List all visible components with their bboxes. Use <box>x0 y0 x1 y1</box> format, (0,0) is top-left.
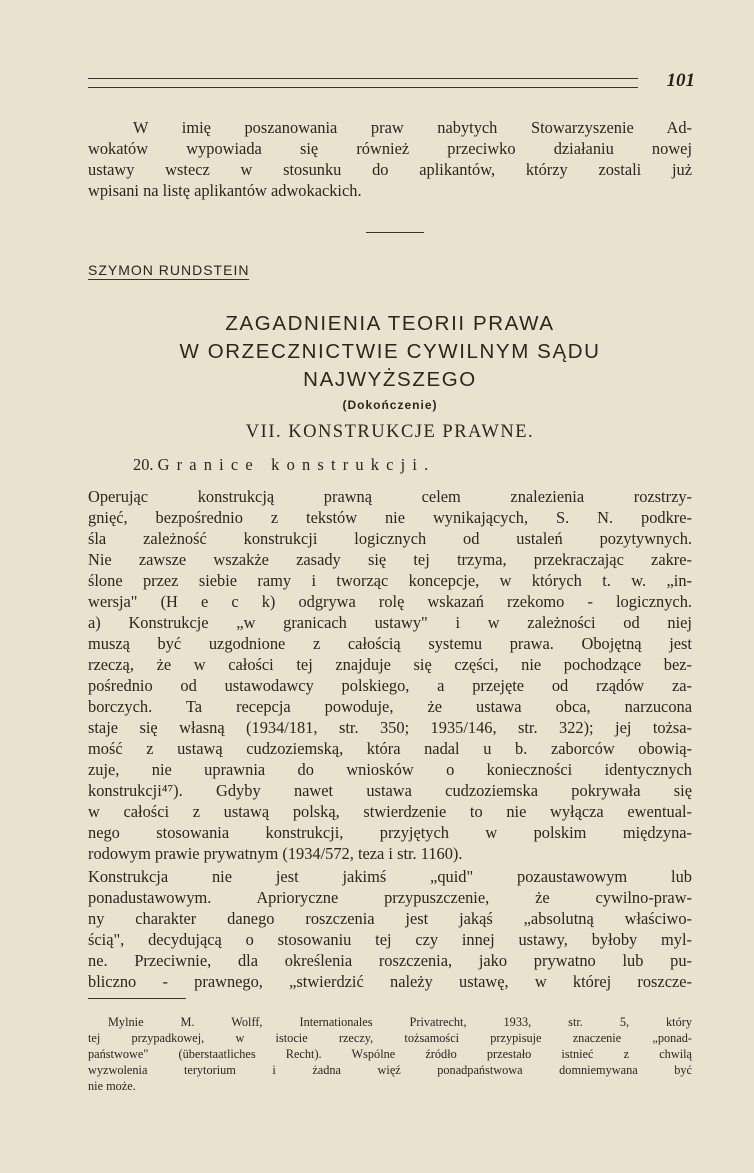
body-line: a) Konstrukcje „w granicach ustawy" i w zależności od niej <box>88 613 692 632</box>
body-line: staje się własną (1934/181, str. 350; 1935/146, str. 322); jej tożsa- <box>88 718 692 737</box>
article-title-line-2: W ORZECZNICTWIE CYWILNYM SĄDU <box>179 340 601 363</box>
section-number: 20. <box>133 455 154 474</box>
article-title-line-1: ZAGADNIENIA TEORII PRAWA <box>225 312 555 335</box>
body-line: ne. Przeciwnie, dla określenia roszczenia, jako prywatno lub pu- <box>88 951 692 970</box>
body-line: Operując konstrukcją prawną celem znalezienia rozstrzy- <box>88 487 692 506</box>
body-line: ścią", decydującą o stosowaniu tej czy innej ustawy, byłoby myl- <box>88 930 692 949</box>
body-line: pośrednio od ustawodawcy polskiego, a przejęte od rządów za- <box>88 676 692 695</box>
body-line: rodowym prawie prywatnym (1934/572, teza i str. 1160). <box>88 844 463 863</box>
body-line: rzeczą, że w całości tej znajduje się części, nie pochodzące bez- <box>88 655 692 674</box>
body-line: śla zależność konstrukcji logicznych od ustaleń pozytywnych. <box>88 529 692 548</box>
body-paragraph-1 <box>88 486 692 864</box>
article-title-line-3: NAJWYŻSZEGO <box>303 368 477 391</box>
intro-line: wokatów wypowiada się również przeciwko działaniu nowej <box>88 139 692 158</box>
body-line: wersja" (H e c k) odgrywa rolę wskazań rzekomo - logicznych. <box>88 592 692 611</box>
body-paragraph-2 <box>88 866 692 992</box>
section-title: Granice konstrukcji. <box>157 455 436 474</box>
body-line: w całości z ustawą polską, stwierdzenie to nie wyłącza ewentual- <box>88 802 692 821</box>
section-heading <box>133 455 435 475</box>
body-line: bliczno - prawnego, „stwierdzić należy ustawę, w której roszcze- <box>88 972 692 991</box>
footnote-rule <box>88 998 186 999</box>
chapter-heading: VII. KONSTRUKCJE PRAWNE. <box>245 422 535 442</box>
body-line: konstrukcji⁴⁷). Gdyby nawet ustawa cudzoziemska pokrywała się <box>88 781 692 800</box>
intro-paragraph <box>88 117 692 201</box>
page-number: 101 <box>666 70 695 91</box>
body-line: ślone przez siebie ramy i tworząc koncepcje, w których t. w. „in- <box>88 571 692 590</box>
footnote-line: tej przypadkowej, w istocie rzeczy, tożsamości przypisuje znaczenie „ponad- <box>88 1031 692 1045</box>
intro-line: W imię poszanowania praw nabytych Stowarzyszenie Ad- <box>133 118 692 137</box>
header-rule-bottom <box>88 87 638 88</box>
footnote-line: nie może. <box>88 1079 136 1093</box>
body-line: nego stosowania konstrukcji, przyjętych w polskim międzyna- <box>88 823 692 842</box>
body-line: ponadustawowym. Aprioryczne przypuszczenie, że cywilno-praw- <box>88 888 692 907</box>
body-line: zuje, nie uprawnia do wniosków o konieczności identycznych <box>88 760 692 779</box>
header-rule-top <box>88 78 638 79</box>
body-line: Nie zawsze wszakże zasady się tej trzyma, przekraczając zakre- <box>88 550 692 569</box>
body-line: borczych. Ta recepcja powoduje, że ustawa obca, narzucona <box>88 697 692 716</box>
footnote-line: Mylnie M. Wolff, Internationales Privatrecht, 1933, str. 5, który <box>108 1015 692 1029</box>
body-line: muszą być uzgodnione z całością systemu prawa. Obojętną jest <box>88 634 692 653</box>
body-line: Konstrukcja nie jest jakimś „quid" pozaustawowym lub <box>88 867 692 886</box>
footnote-line: wyzwolenia terytorium i żadna więź ponadpaństwowa domniemywana być <box>88 1063 692 1077</box>
article-author: SZYMON RUNDSTEIN <box>88 262 250 278</box>
body-line: gnięć, bezpośrednio z tekstów nie wynikających, S. N. podkre- <box>88 508 692 527</box>
intro-line: ustawy wstecz w stosunku do aplikantów, którzy zostali już <box>88 160 692 179</box>
section-separator <box>366 232 424 233</box>
footnote <box>88 1014 692 1094</box>
intro-line: wpisani na listę aplikantów adwokackich. <box>88 181 362 200</box>
body-line: mość z ustawą cudzoziemską, która nadal u b. zaborców obowią- <box>88 739 692 758</box>
body-line: ny charakter danego roszczenia jest jakąś „absolutną właściwo- <box>88 909 692 928</box>
footnote-line: państwowe" (überstaatliches Recht). Wspólne źródło przestało istnieć z chwilą <box>88 1047 692 1061</box>
article-subtitle: (Dokończenie) <box>342 398 438 412</box>
